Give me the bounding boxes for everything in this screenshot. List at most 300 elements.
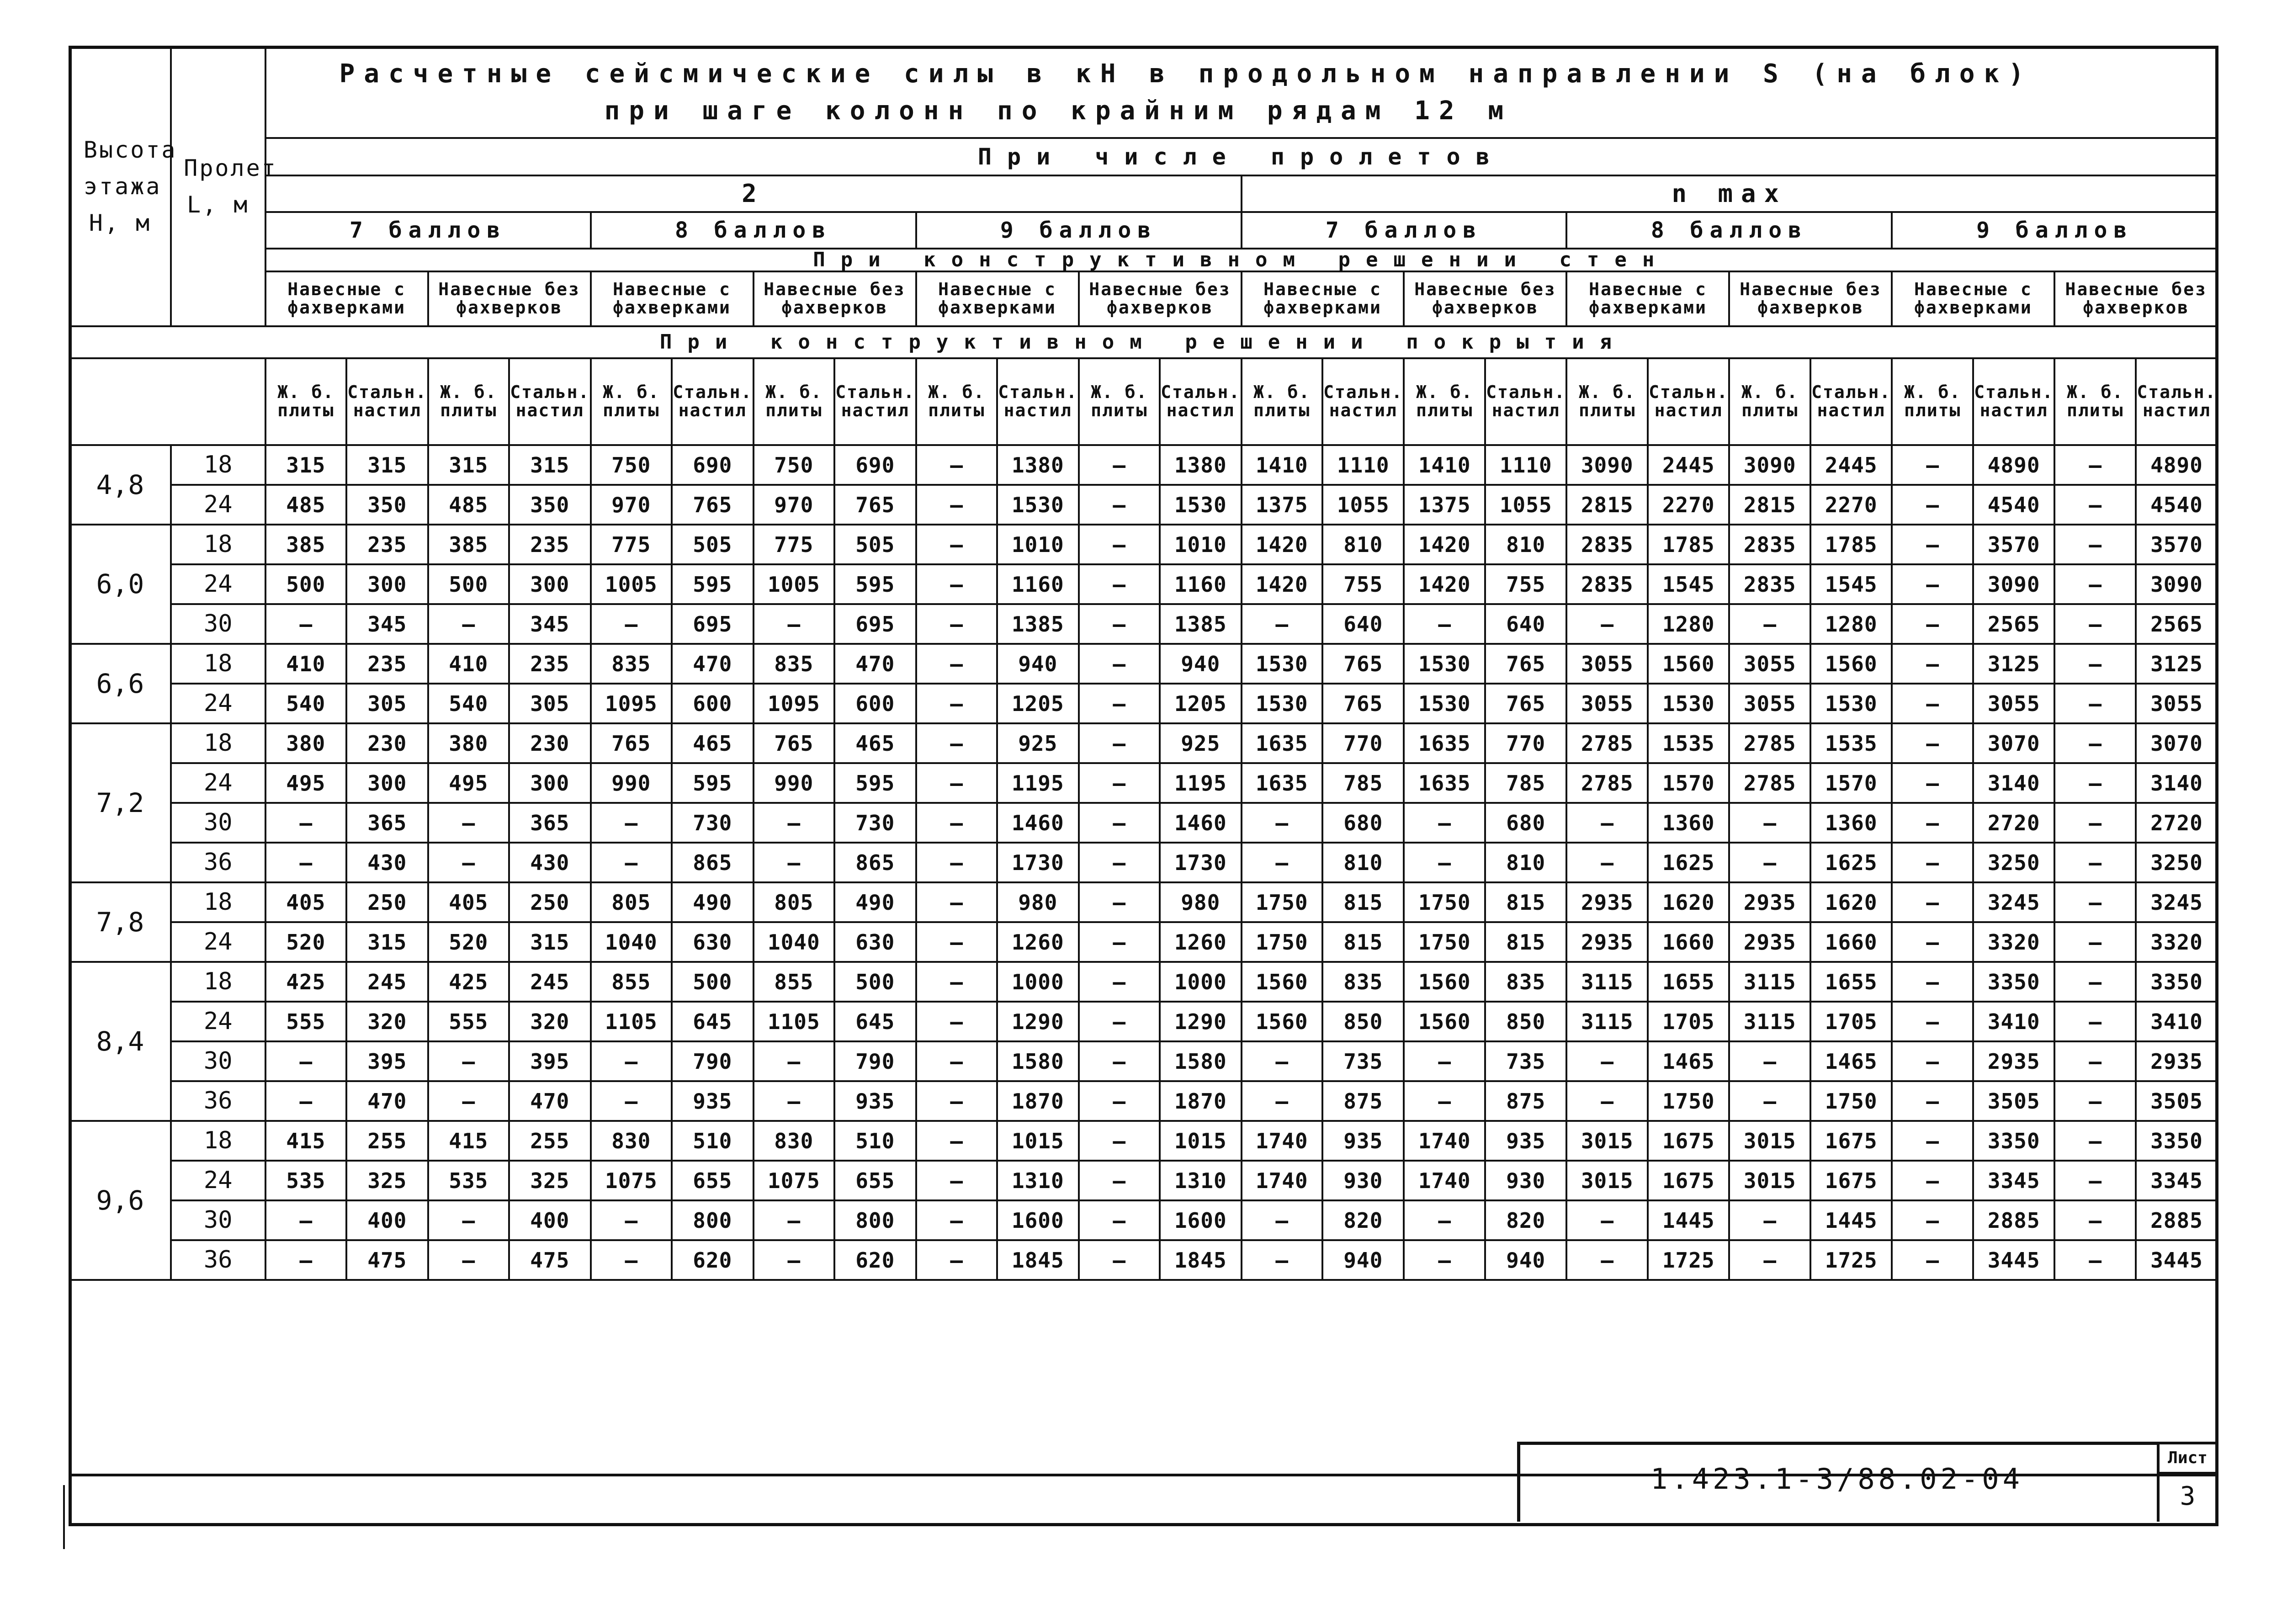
force-cell: 1005 bbox=[591, 564, 672, 604]
force-cell: 1095 bbox=[591, 684, 672, 723]
force-cell: — bbox=[591, 1200, 672, 1240]
roof-steel-deck-header: Стальн. настил bbox=[2136, 358, 2218, 445]
table-row bbox=[69, 604, 2218, 644]
force-cell: 1635 bbox=[1404, 723, 1485, 763]
force-cell: 935 bbox=[1485, 1121, 1567, 1161]
roof-steel-deck-header: Стальн. настил bbox=[1160, 358, 1242, 445]
force-cell: 430 bbox=[346, 843, 428, 882]
span-value: 24 bbox=[171, 485, 265, 525]
force-cell: — bbox=[2054, 1121, 2135, 1161]
table-row bbox=[69, 1041, 2218, 1081]
roof-rc-slab-header: Ж. б. плиты bbox=[754, 358, 834, 445]
force-cell: 320 bbox=[346, 1002, 428, 1041]
force-cell: 1675 bbox=[1810, 1161, 1892, 1200]
force-cell: 595 bbox=[672, 564, 754, 604]
span-value: 18 bbox=[171, 525, 265, 564]
force-cell: 1740 bbox=[1404, 1121, 1485, 1161]
table-row bbox=[69, 445, 2218, 485]
force-cell: 805 bbox=[754, 882, 834, 922]
span-value: 18 bbox=[171, 723, 265, 763]
force-cell: 640 bbox=[1485, 604, 1567, 644]
force-cell: 2270 bbox=[1810, 485, 1892, 525]
force-cell: 1530 bbox=[1404, 684, 1485, 723]
force-cell: 835 bbox=[591, 644, 672, 684]
height-value: 8,4 bbox=[69, 962, 171, 1121]
force-cell: 315 bbox=[346, 445, 428, 485]
force-cell: — bbox=[1566, 1041, 1647, 1081]
wall-with-framing-header: Навесные с фахверками bbox=[1892, 271, 2054, 326]
force-cell: 1015 bbox=[997, 1121, 1079, 1161]
title-line-2: при шаге колонн по крайним рядам 12 м bbox=[604, 96, 1513, 126]
force-cell: 500 bbox=[428, 564, 509, 604]
force-cell: 535 bbox=[428, 1161, 509, 1200]
force-cell: 3015 bbox=[1729, 1161, 1810, 1200]
force-cell: 875 bbox=[1485, 1081, 1567, 1121]
force-cell: 485 bbox=[265, 485, 346, 525]
force-cell: 1620 bbox=[1648, 882, 1730, 922]
force-cell: — bbox=[591, 1041, 672, 1081]
force-cell: — bbox=[1404, 843, 1485, 882]
force-cell: 940 bbox=[997, 644, 1079, 684]
force-cell: — bbox=[1892, 1041, 1973, 1081]
roof-types-row bbox=[69, 358, 2218, 445]
force-cell: 1785 bbox=[1648, 525, 1730, 564]
seismicity-header: 8 баллов bbox=[591, 212, 916, 249]
force-cell: 2270 bbox=[1648, 485, 1730, 525]
force-cell: 645 bbox=[672, 1002, 754, 1041]
force-cell: — bbox=[1566, 1200, 1647, 1240]
force-cell: — bbox=[2054, 684, 2135, 723]
force-cell: — bbox=[265, 1200, 346, 1240]
roof-solution-label: При конструктивном решении покрытия bbox=[69, 326, 2218, 358]
force-cell: 810 bbox=[1322, 843, 1404, 882]
wall-without-framing-header: Навесные без фахверков bbox=[1079, 271, 1242, 326]
table-row bbox=[69, 803, 2218, 843]
force-cell: 1195 bbox=[1160, 763, 1242, 803]
roof-steel-deck-header: Стальн. настил bbox=[1810, 358, 1892, 445]
table-row bbox=[69, 644, 2218, 684]
force-cell: 3570 bbox=[2136, 525, 2218, 564]
force-cell: 485 bbox=[428, 485, 509, 525]
span-header-text: Пролет L, м bbox=[184, 155, 277, 218]
force-cell: 235 bbox=[346, 644, 428, 684]
force-cell: 1570 bbox=[1648, 763, 1730, 803]
force-cell: — bbox=[1404, 1081, 1485, 1121]
force-cell: 770 bbox=[1485, 723, 1567, 763]
force-cell: — bbox=[1079, 445, 1160, 485]
force-cell: 620 bbox=[672, 1240, 754, 1280]
force-cell: — bbox=[1242, 843, 1322, 882]
force-cell: 305 bbox=[346, 684, 428, 723]
force-cell: — bbox=[1242, 1200, 1322, 1240]
force-cell: — bbox=[916, 1240, 997, 1280]
force-cell: — bbox=[428, 1081, 509, 1121]
height-value: 9,6 bbox=[69, 1121, 171, 1280]
force-cell: 380 bbox=[428, 723, 509, 763]
force-cell: 1600 bbox=[997, 1200, 1079, 1240]
force-cell: 230 bbox=[346, 723, 428, 763]
force-cell: 810 bbox=[1322, 525, 1404, 564]
force-cell: 2445 bbox=[1648, 445, 1730, 485]
force-cell: 350 bbox=[346, 485, 428, 525]
force-cell: 1530 bbox=[1160, 485, 1242, 525]
seismicity-header: 7 баллов bbox=[1242, 212, 1567, 249]
force-cell: — bbox=[1566, 1081, 1647, 1121]
force-cell: 500 bbox=[672, 962, 754, 1002]
roof-steel-deck-header: Стальн. настил bbox=[1485, 358, 1567, 445]
force-cell: 2785 bbox=[1566, 763, 1647, 803]
force-cell: 1535 bbox=[1810, 723, 1892, 763]
roof-rc-slab-header: Ж. б. плиты bbox=[916, 358, 997, 445]
force-cell: — bbox=[916, 1200, 997, 1240]
force-cell: 3125 bbox=[1973, 644, 2055, 684]
binding-margin-mark bbox=[63, 1485, 65, 1549]
force-cell: 555 bbox=[265, 1002, 346, 1041]
seismicity-header: 9 баллов bbox=[916, 212, 1242, 249]
force-cell: 1750 bbox=[1242, 882, 1322, 922]
force-cell: — bbox=[1079, 684, 1160, 723]
force-cell: 815 bbox=[1322, 882, 1404, 922]
force-cell: 980 bbox=[1160, 882, 1242, 922]
force-cell: 1750 bbox=[1404, 882, 1485, 922]
roof-solution-label-row bbox=[69, 326, 2218, 358]
span-value: 24 bbox=[171, 1002, 265, 1041]
force-cell: 1290 bbox=[1160, 1002, 1242, 1041]
force-cell: 345 bbox=[346, 604, 428, 644]
force-cell: 600 bbox=[834, 684, 916, 723]
force-cell: 1635 bbox=[1404, 763, 1485, 803]
force-cell: 680 bbox=[1322, 803, 1404, 843]
force-cell: — bbox=[916, 644, 997, 684]
force-cell: — bbox=[1079, 962, 1160, 1002]
force-cell: — bbox=[916, 763, 997, 803]
force-cell: 620 bbox=[834, 1240, 916, 1280]
force-cell: 465 bbox=[672, 723, 754, 763]
table-row bbox=[69, 962, 2218, 1002]
force-cell: 765 bbox=[754, 723, 834, 763]
force-cell: 1740 bbox=[1404, 1161, 1485, 1200]
force-cell: — bbox=[2054, 803, 2135, 843]
force-cell: 1420 bbox=[1404, 525, 1485, 564]
force-cell: 835 bbox=[754, 644, 834, 684]
force-cell: 1095 bbox=[754, 684, 834, 723]
force-cell: 3115 bbox=[1729, 1002, 1810, 1041]
force-cell: — bbox=[1729, 1200, 1810, 1240]
force-cell: 315 bbox=[509, 445, 591, 485]
force-cell: 3320 bbox=[1973, 922, 2055, 962]
force-cell: 1110 bbox=[1485, 445, 1567, 485]
force-cell: — bbox=[1729, 843, 1810, 882]
force-cell: 835 bbox=[1322, 962, 1404, 1002]
force-cell: — bbox=[2054, 485, 2135, 525]
span-value: 18 bbox=[171, 962, 265, 1002]
force-cell: 305 bbox=[509, 684, 591, 723]
force-cell: — bbox=[2054, 763, 2135, 803]
force-cell: — bbox=[1079, 1081, 1160, 1121]
force-cell: 365 bbox=[346, 803, 428, 843]
force-cell: 2935 bbox=[1566, 922, 1647, 962]
force-cell: 1290 bbox=[997, 1002, 1079, 1041]
span-column-header bbox=[171, 47, 277, 326]
force-cell: 850 bbox=[1485, 1002, 1567, 1041]
force-cell: 395 bbox=[509, 1041, 591, 1081]
span-value: 24 bbox=[171, 763, 265, 803]
force-cell: 1385 bbox=[1160, 604, 1242, 644]
force-cell: 815 bbox=[1485, 882, 1567, 922]
force-cell: — bbox=[916, 1121, 997, 1161]
force-cell: 430 bbox=[509, 843, 591, 882]
force-cell: — bbox=[2054, 962, 2135, 1002]
force-cell: — bbox=[1079, 1240, 1160, 1280]
force-cell: 1750 bbox=[1242, 922, 1322, 962]
force-cell: 2565 bbox=[1973, 604, 2055, 644]
force-cell: 2885 bbox=[1973, 1200, 2055, 1240]
force-cell: 935 bbox=[1322, 1121, 1404, 1161]
force-cell: — bbox=[2054, 1200, 2135, 1240]
roof-steel-deck-header: Стальн. настил bbox=[346, 358, 428, 445]
force-cell: 1380 bbox=[1160, 445, 1242, 485]
force-cell: 2935 bbox=[1729, 882, 1810, 922]
force-cell: 805 bbox=[591, 882, 672, 922]
force-cell: 3055 bbox=[1729, 644, 1810, 684]
force-cell: — bbox=[916, 564, 997, 604]
force-cell: 315 bbox=[509, 922, 591, 962]
force-cell: 1105 bbox=[591, 1002, 672, 1041]
title-row bbox=[69, 47, 2218, 138]
force-cell: 600 bbox=[672, 684, 754, 723]
force-cell: 3445 bbox=[1973, 1240, 2055, 1280]
force-cell: 2445 bbox=[1810, 445, 1892, 485]
spans-number-label: При числе пролетов bbox=[265, 138, 2218, 175]
force-cell: 3090 bbox=[1973, 564, 2055, 604]
force-cell: 2720 bbox=[1973, 803, 2055, 843]
force-cell: 1740 bbox=[1242, 1161, 1322, 1200]
force-cell: 3070 bbox=[1973, 723, 2055, 763]
roof-rc-slab-header: Ж. б. плиты bbox=[1079, 358, 1160, 445]
force-cell: — bbox=[1892, 684, 1973, 723]
force-cell: 800 bbox=[834, 1200, 916, 1240]
force-cell: 4540 bbox=[1973, 485, 2055, 525]
force-cell: — bbox=[1079, 1002, 1160, 1041]
force-cell: 1530 bbox=[997, 485, 1079, 525]
force-cell: — bbox=[1079, 803, 1160, 843]
force-cell: 1375 bbox=[1404, 485, 1485, 525]
force-cell: — bbox=[1079, 1121, 1160, 1161]
force-cell: 505 bbox=[834, 525, 916, 564]
force-cell: 510 bbox=[672, 1121, 754, 1161]
force-cell: 940 bbox=[1322, 1240, 1404, 1280]
table-row bbox=[69, 843, 2218, 882]
force-cell: 1360 bbox=[1648, 803, 1730, 843]
force-cell: — bbox=[916, 1002, 997, 1041]
force-cell: 3410 bbox=[2136, 1002, 2218, 1041]
force-cell: 2935 bbox=[1729, 922, 1810, 962]
force-cell: 1195 bbox=[997, 763, 1079, 803]
force-cell: 2935 bbox=[1566, 882, 1647, 922]
force-cell: 765 bbox=[672, 485, 754, 525]
force-cell: 1655 bbox=[1810, 962, 1892, 1002]
force-cell: 820 bbox=[1485, 1200, 1567, 1240]
force-cell: 755 bbox=[1322, 564, 1404, 604]
force-cell: 3505 bbox=[2136, 1081, 2218, 1121]
force-cell: — bbox=[1242, 803, 1322, 843]
force-cell: 1660 bbox=[1810, 922, 1892, 962]
force-cell: — bbox=[1566, 604, 1647, 644]
force-cell: — bbox=[1892, 644, 1973, 684]
force-cell: 325 bbox=[509, 1161, 591, 1200]
wall-without-framing-header: Навесные без фахверков bbox=[1404, 271, 1566, 326]
force-cell: — bbox=[1242, 1041, 1322, 1081]
force-cell: 470 bbox=[672, 644, 754, 684]
force-cell: 655 bbox=[672, 1161, 754, 1200]
force-cell: 350 bbox=[509, 485, 591, 525]
force-cell: — bbox=[428, 843, 509, 882]
spans-number-row bbox=[69, 138, 2218, 175]
force-cell: 1460 bbox=[1160, 803, 1242, 843]
force-cell: 1535 bbox=[1648, 723, 1730, 763]
force-cell: 750 bbox=[591, 445, 672, 485]
force-cell: 1460 bbox=[997, 803, 1079, 843]
force-cell: 1005 bbox=[754, 564, 834, 604]
force-cell: 645 bbox=[834, 1002, 916, 1041]
force-cell: 1040 bbox=[754, 922, 834, 962]
force-cell: 735 bbox=[1322, 1041, 1404, 1081]
seismicity-row bbox=[69, 212, 2218, 249]
force-cell: 1075 bbox=[754, 1161, 834, 1200]
force-cell: — bbox=[1079, 843, 1160, 882]
group-two-spans: 2 bbox=[265, 175, 1242, 212]
table-title bbox=[265, 47, 2218, 138]
force-cell: 750 bbox=[754, 445, 834, 485]
force-cell: — bbox=[1892, 843, 1973, 882]
force-cell: 245 bbox=[346, 962, 428, 1002]
force-cell: — bbox=[1079, 723, 1160, 763]
wall-with-framing-header: Навесные с фахверками bbox=[1242, 271, 1404, 326]
force-cell: 2935 bbox=[1973, 1041, 2055, 1081]
span-value: 18 bbox=[171, 644, 265, 684]
force-cell: — bbox=[2054, 445, 2135, 485]
force-cell: 315 bbox=[346, 922, 428, 962]
force-cell: 1625 bbox=[1810, 843, 1892, 882]
force-cell: 850 bbox=[1322, 1002, 1404, 1041]
force-cell: — bbox=[754, 843, 834, 882]
force-cell: 385 bbox=[265, 525, 346, 564]
force-cell: 595 bbox=[834, 564, 916, 604]
force-cell: 1160 bbox=[997, 564, 1079, 604]
force-cell: 1530 bbox=[1404, 644, 1485, 684]
force-cell: — bbox=[754, 1081, 834, 1121]
force-cell: 1560 bbox=[1404, 1002, 1485, 1041]
table-row bbox=[69, 564, 2218, 604]
force-cell: 1785 bbox=[1810, 525, 1892, 564]
force-cell: 2835 bbox=[1729, 564, 1810, 604]
roof-rc-slab-header: Ж. б. плиты bbox=[1566, 358, 1647, 445]
force-cell: — bbox=[265, 1041, 346, 1081]
force-cell: 1530 bbox=[1810, 684, 1892, 723]
force-cell: 1385 bbox=[997, 604, 1079, 644]
force-cell: — bbox=[916, 1041, 997, 1081]
wall-solution-label: При конструктивном решении стен bbox=[265, 249, 2218, 271]
force-cell: 755 bbox=[1485, 564, 1567, 604]
force-cell: 990 bbox=[591, 763, 672, 803]
force-cell: 1040 bbox=[591, 922, 672, 962]
height-header-text: Высота этажа H, м bbox=[83, 137, 177, 237]
force-cell: 4890 bbox=[2136, 445, 2218, 485]
roof-steel-deck-header: Стальн. настил bbox=[1973, 358, 2055, 445]
force-cell: — bbox=[2054, 644, 2135, 684]
force-cell: 490 bbox=[834, 882, 916, 922]
force-cell: — bbox=[2054, 723, 2135, 763]
force-cell: — bbox=[1404, 604, 1485, 644]
force-cell: 940 bbox=[1160, 644, 1242, 684]
span-value: 18 bbox=[171, 882, 265, 922]
force-cell: 3140 bbox=[2136, 763, 2218, 803]
force-cell: — bbox=[916, 922, 997, 962]
force-cell: — bbox=[916, 604, 997, 644]
force-cell: — bbox=[1079, 485, 1160, 525]
force-cell: — bbox=[1079, 1041, 1160, 1081]
force-cell: 820 bbox=[1322, 1200, 1404, 1240]
force-cell: 970 bbox=[591, 485, 672, 525]
force-cell: 475 bbox=[509, 1240, 591, 1280]
group-nmax-spans: n max bbox=[1242, 175, 2218, 212]
force-cell: 400 bbox=[346, 1200, 428, 1240]
force-cell: 470 bbox=[834, 644, 916, 684]
force-cell: 785 bbox=[1322, 763, 1404, 803]
force-cell: — bbox=[2054, 882, 2135, 922]
force-cell: 935 bbox=[834, 1081, 916, 1121]
force-cell: 1580 bbox=[997, 1041, 1079, 1081]
force-cell: 410 bbox=[428, 644, 509, 684]
table-row bbox=[69, 763, 2218, 803]
force-cell: 3090 bbox=[1729, 445, 1810, 485]
force-cell: 765 bbox=[1322, 644, 1404, 684]
force-cell: 1635 bbox=[1242, 763, 1322, 803]
force-cell: 595 bbox=[672, 763, 754, 803]
table-row bbox=[69, 1121, 2218, 1161]
force-cell: 1310 bbox=[997, 1161, 1079, 1200]
force-cell: 765 bbox=[1322, 684, 1404, 723]
force-cell: 800 bbox=[672, 1200, 754, 1240]
roof-steel-deck-header: Стальн. настил bbox=[997, 358, 1079, 445]
force-cell: 250 bbox=[509, 882, 591, 922]
force-cell: 765 bbox=[591, 723, 672, 763]
force-cell: 3250 bbox=[2136, 843, 2218, 882]
force-cell: 1445 bbox=[1648, 1200, 1730, 1240]
force-cell: 540 bbox=[428, 684, 509, 723]
force-cell: — bbox=[1079, 604, 1160, 644]
force-cell: 770 bbox=[1322, 723, 1404, 763]
force-cell: 1000 bbox=[997, 962, 1079, 1002]
force-cell: 775 bbox=[591, 525, 672, 564]
force-cell: 2815 bbox=[1566, 485, 1647, 525]
force-cell: 765 bbox=[1485, 684, 1567, 723]
force-cell: 1055 bbox=[1322, 485, 1404, 525]
force-cell: 255 bbox=[346, 1121, 428, 1161]
force-cell: — bbox=[1892, 1200, 1973, 1240]
force-cell: — bbox=[265, 1240, 346, 1280]
force-cell: 235 bbox=[509, 644, 591, 684]
force-cell: — bbox=[1566, 1240, 1647, 1280]
force-cell: 1410 bbox=[1404, 445, 1485, 485]
force-cell: 3055 bbox=[1566, 684, 1647, 723]
force-cell: 2720 bbox=[2136, 803, 2218, 843]
force-cell: — bbox=[1404, 1041, 1485, 1081]
roof-rc-slab-header: Ж. б. плиты bbox=[428, 358, 509, 445]
force-cell: — bbox=[1242, 1240, 1322, 1280]
force-cell: 775 bbox=[754, 525, 834, 564]
force-cell: — bbox=[1404, 1200, 1485, 1240]
